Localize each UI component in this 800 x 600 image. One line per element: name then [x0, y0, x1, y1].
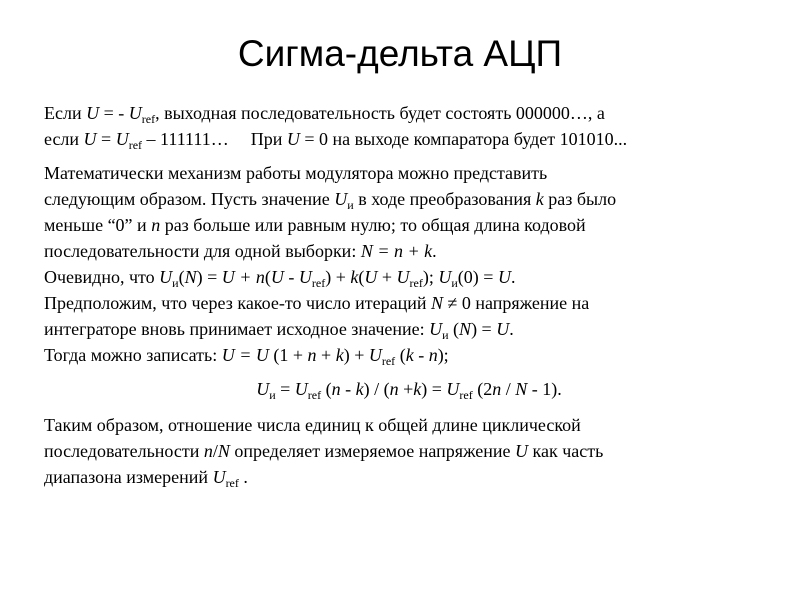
text-line: если $U = U_{ref}$ – 111111… При U = 0 на выходе компаратора будет 101010...: [44, 129, 628, 152]
centered-formula: $U_и = U_{ref}$ $(n - k) / (n +k) = U_{ref}$ (2n / N - 1).: [256, 379, 562, 402]
text-line: Предположим, что через какое-то число итераций N ≠ 0 напряжение на: [44, 293, 590, 313]
text-line: последовательности n/N определяет измеряемое напряжение U как часть: [44, 441, 604, 461]
text-line: диапазона измерений $U_{ref}$ .: [44, 467, 248, 490]
paragraph-3: [44, 412, 774, 490]
text-line: интеграторе вновь принимает исходное значение: $U_и$ (N) = U.: [44, 319, 514, 342]
paragraph-2: [44, 160, 774, 368]
text-line: Математически механизм работы модулятора можно представить: [44, 163, 548, 183]
paragraph-1: [44, 100, 774, 152]
text-line: Если U = - $U_{ref}$, выходная последовательность будет состоять 000000…, а: [44, 103, 605, 126]
text-line: Тогда можно записать: U = U $(1 + n + k) + U_{ref}$ (k - n);: [44, 345, 449, 368]
slide-title: Сигма-дельта АЦП: [237, 33, 563, 74]
slide-body: [44, 100, 774, 490]
text-line: последовательности для одной выборки: N = n + k.: [44, 241, 437, 261]
text-line: следующим образом. Пусть значение $U_и$ в ходе преобразования k раз было: [44, 189, 617, 212]
text-line: Таким образом, отношение числа единиц к общей длине циклической: [44, 415, 581, 435]
text-line: Очевидно, что $U_и(N) = U + n(U - U_{ref}) + k(U + U_{ref})$; $U_и(0) = U$.: [44, 267, 516, 290]
text-line: меньше “0” и n раз больше или равным нулю; то общая длина кодовой: [44, 215, 586, 235]
